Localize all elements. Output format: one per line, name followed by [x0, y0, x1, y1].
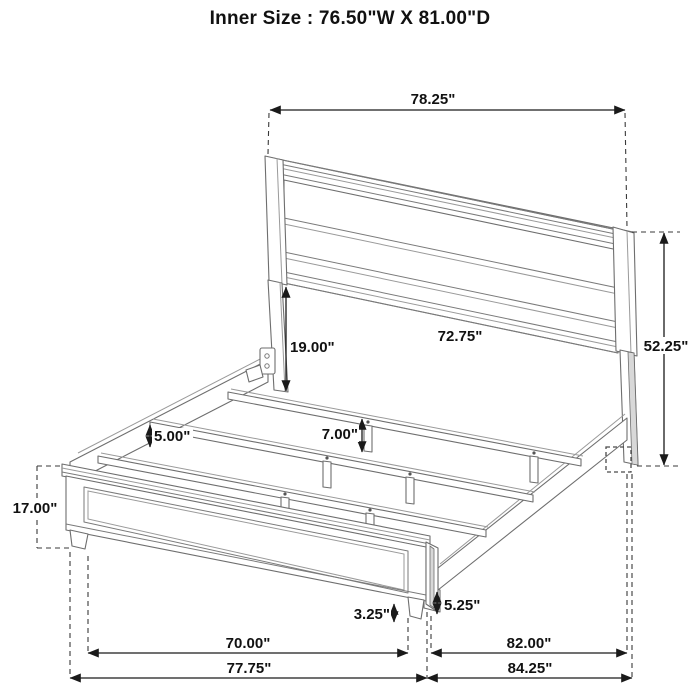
headboard — [265, 156, 638, 465]
headboard-height-label: 52.25" — [643, 338, 689, 355]
overall-depth-label: 84.25" — [507, 660, 553, 677]
overall-width-label: 78.25" — [410, 91, 456, 108]
footboard-width-label: 77.75" — [226, 660, 272, 677]
dimension-inner-headboard-width — [432, 328, 488, 345]
dimension-rail-floor-clearance — [437, 592, 485, 614]
headboard-clearance-label: 19.00" — [290, 339, 335, 356]
side-rail-height-label: 5.00" — [154, 428, 191, 445]
inner-headboard-width-label: 72.75" — [437, 328, 483, 345]
side-rail-left — [70, 356, 268, 484]
inner-size-title: Inner Size : 76.50"W X 81.00"D — [209, 8, 491, 29]
dimension-footboard-width — [70, 660, 427, 678]
dimension-side-rail-height — [150, 425, 193, 447]
rail-bracket — [246, 348, 275, 382]
dimension-headboard-height — [640, 233, 693, 465]
footboard-inner-span-label: 70.00" — [225, 635, 271, 652]
dimension-overall-depth — [427, 660, 632, 678]
dimension-overall-width — [270, 91, 625, 110]
footboard-end-cap — [426, 542, 438, 612]
slat-leg-height-label: 7.00" — [321, 426, 358, 443]
footboard-leg-height-label: 3.25" — [353, 606, 390, 623]
dimension-slat-leg-height — [319, 419, 362, 452]
dimension-footboard-height — [10, 466, 60, 548]
footboard-left-leg — [70, 530, 88, 549]
dimension-headboard-clearance — [286, 287, 336, 391]
footboard-right-leg — [408, 597, 424, 619]
dimension-inner-depth — [431, 635, 627, 653]
side-rail-right — [424, 414, 627, 612]
inner-depth-label: 82.00" — [506, 635, 552, 652]
dimension-footboard-leg-height — [352, 604, 394, 623]
dimension-footboard-inner-span — [88, 635, 408, 653]
footboard-height-label: 17.00" — [12, 500, 58, 517]
rail-floor-clearance-label: 5.25" — [444, 597, 481, 614]
